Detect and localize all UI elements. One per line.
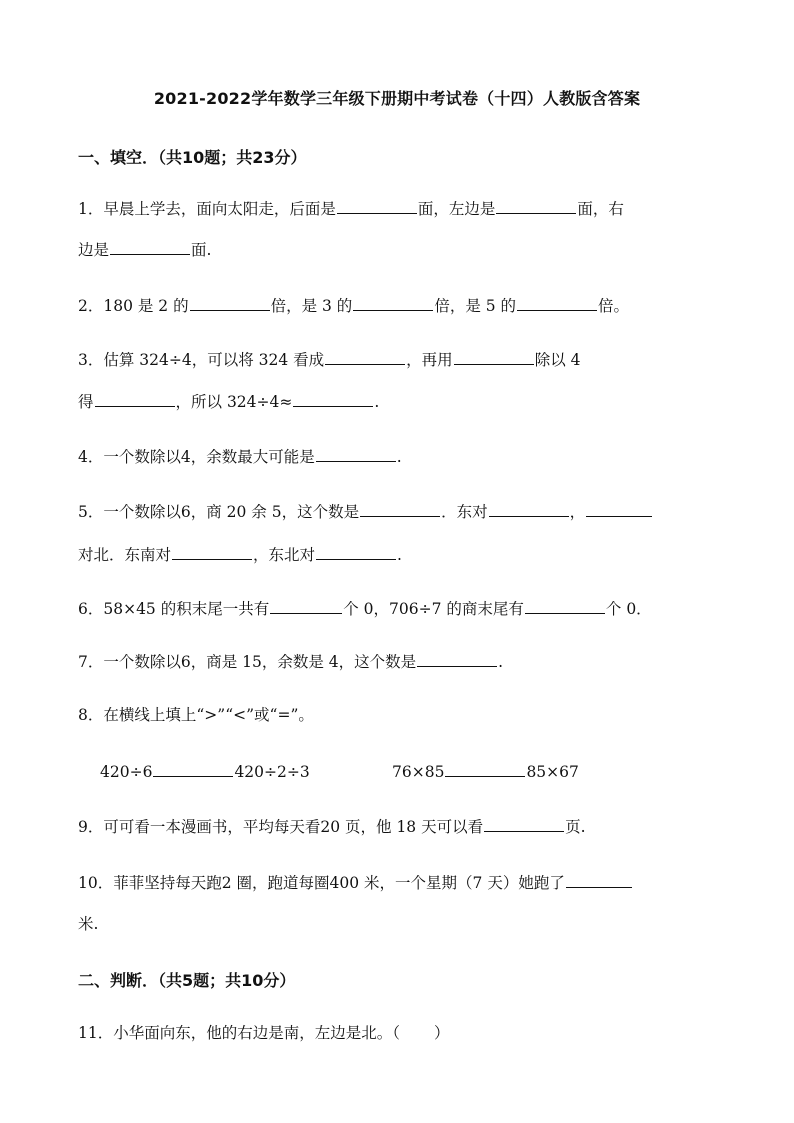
q9-text-b: 页. bbox=[565, 818, 586, 836]
q5-blank-2[interactable] bbox=[489, 500, 569, 517]
q8-text-a: 8．在横线上填上“>”“<”或“=”。 bbox=[78, 706, 314, 724]
q1-text-d: 边是 bbox=[78, 241, 110, 259]
q2-text-c: 倍，是 5 的 bbox=[434, 297, 517, 315]
q6-text-b: 个 0，706÷7 的商末尾有 bbox=[343, 600, 524, 618]
question-5-line-1 bbox=[78, 500, 653, 523]
q3-blank-3[interactable] bbox=[95, 390, 175, 407]
q8-blank-2[interactable] bbox=[445, 760, 525, 777]
q5-text-b: ．东对 bbox=[441, 503, 488, 521]
question-11 bbox=[78, 1022, 450, 1044]
q7-text-a: 7．一个数除以6，商是 15，余数是 4，这个数是 bbox=[78, 653, 417, 671]
document-title: 2021-2022学年数学三年级下册期中考试卷（十四）人教版含答案 bbox=[153, 89, 641, 108]
q10-text-b: 米. bbox=[78, 915, 99, 933]
q6-blank-1[interactable] bbox=[270, 597, 342, 614]
q5-blank-3[interactable] bbox=[586, 500, 652, 517]
question-8 bbox=[78, 704, 314, 726]
question-10-line-1 bbox=[78, 871, 633, 894]
q1-blank-2[interactable] bbox=[496, 197, 576, 214]
q3-blank-1[interactable] bbox=[325, 348, 405, 365]
q4-blank-1[interactable] bbox=[316, 445, 396, 462]
q10-text-a: 10．菲菲坚持每天跑2 圈，跑道每圈400 米，一个星期（7 天）她跑了 bbox=[78, 874, 565, 892]
q3-text-e: ，所以 324÷4≈ bbox=[175, 393, 293, 411]
question-8-expr-2 bbox=[392, 760, 579, 783]
q5-text-d: 对北．东南对 bbox=[78, 546, 172, 564]
q8-blank-1[interactable] bbox=[153, 760, 233, 777]
q2-text-a: 2．180 是 2 的 bbox=[78, 297, 189, 315]
question-3-line-2 bbox=[78, 390, 379, 413]
q5-text-a: 5．一个数除以6，商 20 余 5，这个数是 bbox=[78, 503, 360, 521]
question-8-expr-1 bbox=[100, 760, 310, 783]
q2-text-d: 倍。 bbox=[598, 297, 630, 315]
q6-blank-2[interactable] bbox=[525, 597, 605, 614]
q3-text-c: 除以 4 bbox=[534, 351, 581, 369]
q5-text-f: . bbox=[397, 546, 402, 564]
q10-blank-1[interactable] bbox=[566, 871, 632, 888]
q1-text-c: 面，右 bbox=[577, 200, 624, 218]
question-9 bbox=[78, 815, 586, 838]
question-3-line-1 bbox=[78, 348, 580, 371]
question-6 bbox=[78, 597, 652, 620]
q2-blank-2[interactable] bbox=[353, 294, 433, 311]
q1-text-a: 1．早晨上学去，面向太阳走，后面是 bbox=[78, 200, 336, 218]
question-10-line-2 bbox=[78, 913, 98, 935]
q2-text-b: 倍，是 3 的 bbox=[270, 297, 353, 315]
q11-text-b: ） bbox=[433, 1024, 450, 1042]
q5-text-e: ，东北对 bbox=[253, 546, 316, 564]
q3-text-f: . bbox=[374, 393, 380, 411]
q8-expr1-right: 420÷2÷3 bbox=[234, 763, 310, 781]
q5-blank-4[interactable] bbox=[172, 543, 252, 560]
q7-text-b: . bbox=[498, 653, 504, 671]
section-fill-in-heading: 一、填空．（共10题；共23分） bbox=[78, 148, 307, 167]
q7-blank-1[interactable] bbox=[417, 650, 497, 667]
q8-expr1-left: 420÷6 bbox=[100, 763, 153, 781]
q6-text-a: 6．58×45 的积末尾一共有 bbox=[78, 600, 270, 618]
q6-text-c: 个 0． bbox=[605, 600, 652, 618]
question-5-line-2 bbox=[78, 543, 402, 566]
q3-blank-4[interactable] bbox=[293, 390, 373, 407]
question-1-line-1 bbox=[78, 197, 624, 220]
q9-text-a: 9．可可看一本漫画书，平均每天看20 页，他 18 天可以看 bbox=[78, 818, 484, 836]
q1-blank-1[interactable] bbox=[337, 197, 417, 214]
q3-text-d: 得 bbox=[78, 393, 94, 411]
q9-blank-1[interactable] bbox=[484, 815, 564, 832]
question-1-line-2 bbox=[78, 238, 211, 261]
question-4 bbox=[78, 445, 402, 468]
q5-text-c: ， bbox=[569, 503, 586, 521]
q2-blank-1[interactable] bbox=[190, 294, 270, 311]
q5-blank-5[interactable] bbox=[316, 543, 396, 560]
q3-blank-2[interactable] bbox=[454, 348, 534, 365]
q4-text-a: 4．一个数除以4，余数最大可能是 bbox=[78, 448, 315, 466]
q5-blank-1[interactable] bbox=[360, 500, 440, 517]
q8-expr2-left: 76×85 bbox=[392, 763, 445, 781]
q4-text-b: . bbox=[396, 448, 402, 466]
q8-expr2-right: 85×67 bbox=[526, 763, 579, 781]
question-2 bbox=[78, 294, 629, 317]
q3-text-a: 3．估算 324÷4，可以将 324 看成 bbox=[78, 351, 325, 369]
section-true-false-heading: 二、判断．（共5题；共10分） bbox=[78, 971, 296, 990]
q11-text-a: 11．小华面向东，他的右边是南，左边是北。（ bbox=[78, 1024, 400, 1042]
question-7 bbox=[78, 650, 503, 673]
q1-text-b: 面，左边是 bbox=[417, 200, 496, 218]
q1-blank-3[interactable] bbox=[110, 238, 190, 255]
q1-text-e: 面. bbox=[191, 241, 212, 259]
q2-blank-3[interactable] bbox=[517, 294, 597, 311]
q3-text-b: ，再用 bbox=[406, 351, 453, 369]
